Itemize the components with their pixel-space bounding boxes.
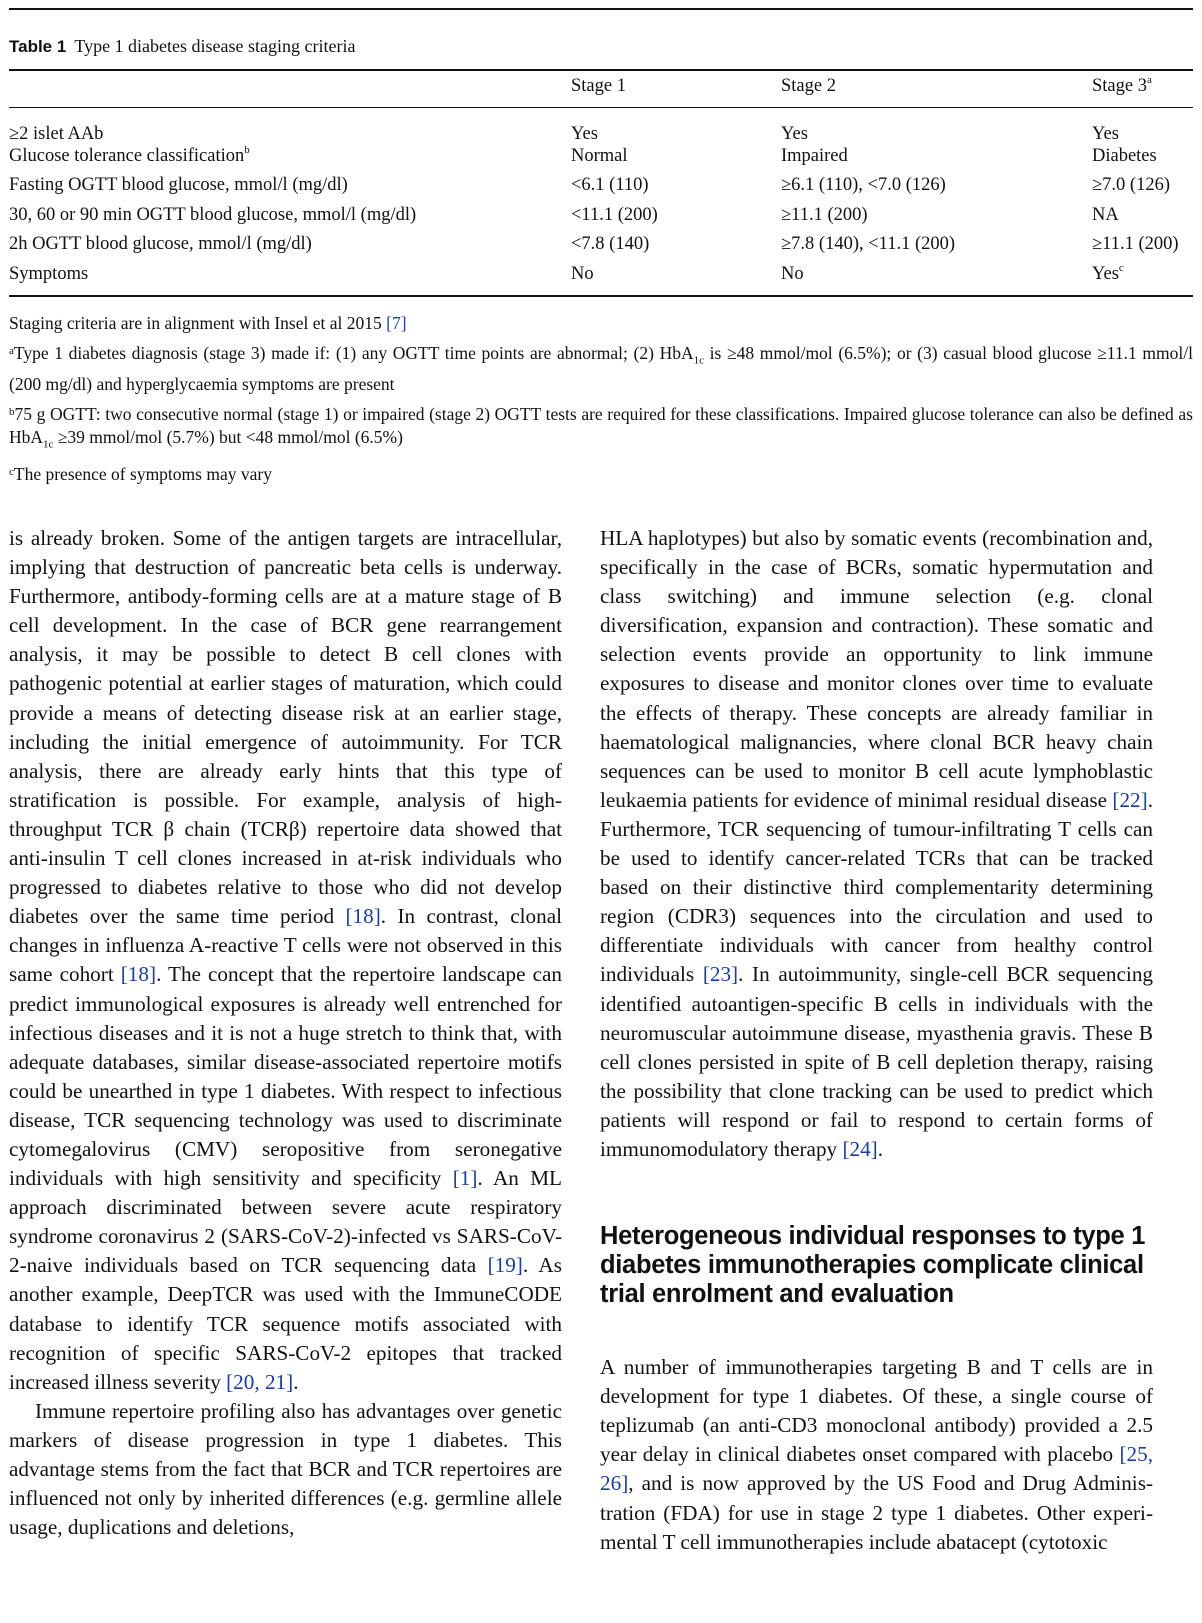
cell-stage2: ≥6.1 (110), <7.0 (126) — [781, 175, 946, 196]
footnote-c — [9, 463, 1193, 486]
table-title: Type 1 diabetes disease staging criteria — [74, 36, 356, 56]
paragraph-text: is already broken. Some of the antigen targets are intracellular, implying that destruction of pancreatic beta cells is underway. Furthermore, antibody-forming cells are at a mature stage of B cell development. In the case of BCR gene rearrangement analysis, it may be possible to detect B cell clones with pathogenic potential at earlier stages of maturation, which could provide a means of detecting disease risk at an earlier stage, including the initial emergence of autoimmunity. For TCR analysis, there are already early hints that this type of stratification is possible. For example, analysis of high-throughput TCR β chain (TCRβ) repertoire data showed that anti-insulin T cell clones increased in at-risk individuals who progressed to diabetes relative to those who did not develop diabetes over the same time period — [9, 526, 562, 929]
header-stage3-footnote-mark: a — [1146, 74, 1152, 86]
header-stage3-label: Stage 3 — [1092, 76, 1147, 96]
cell-stage1: <7.8 (140) — [571, 234, 650, 255]
table-row — [9, 116, 1193, 146]
paragraph-text: . Furthermore, TCR sequencing of tumour-infiltrating T cells can be used to identify cancer-related TCRs that can be tracked based on their distinctive third complementarity determining region (CDR3) sequences into the circulation and used to differentiate individuals with cancer from healthy control individuals — [600, 787, 1153, 987]
paragraph-text: . — [293, 1369, 299, 1394]
cell-criterion: 2h OGTT blood glucose, mmol/l (mg/dl) — [9, 234, 312, 255]
cell-criterion: 30, 60 or 90 min OGTT blood glucose, mmol/l (mg/dl) — [9, 204, 417, 225]
cell-stage1: No — [571, 263, 594, 284]
paragraph-text: . — [877, 1136, 884, 1161]
cell-stage1: <11.1 (200) — [571, 204, 658, 225]
cell-stage1: Yes — [571, 124, 598, 144]
footnote-b-sub: 1c — [43, 438, 54, 450]
cell-stage2: ≥11.1 (200) — [781, 204, 868, 225]
footnote-a-sub: 1c — [693, 354, 705, 367]
citation-link[interactable]: [7] — [386, 313, 407, 333]
table-row — [9, 205, 1193, 235]
citation-link[interactable]: [20, 21] — [226, 1369, 294, 1394]
citation-link[interactable]: [23] — [702, 962, 739, 987]
cell-stage3: Yes — [1092, 124, 1119, 144]
footnote-mark-b: b — [244, 143, 250, 156]
cell-criterion-text: Glucose tolerance classification — [9, 145, 245, 166]
footnote-alignment-text: Staging criteria are in alignment with Insel et al 2015 — [9, 313, 387, 333]
cell-stage2: ≥7.8 (140), <11.1 (200) — [781, 234, 956, 255]
citation-link[interactable]: [19] — [487, 1253, 523, 1278]
cell-stage1: <6.1 (110) — [571, 175, 649, 196]
right-paragraph-1 — [600, 524, 1153, 1164]
right-paragraph-2 — [600, 1353, 1153, 1557]
cell-stage3-text: Yes — [1092, 263, 1119, 284]
header-criterion — [9, 74, 571, 116]
paragraph-text: . An ML approach discriminated between severe acute respiratory syndrome coronavirus 2 (SARS-CoV-2)-infected vs SARS-CoV-2-naive individuals based on TCR sequencing data — [9, 1166, 562, 1278]
paragraph-text: . In contrast, clonal changes in influenza A-reactive T cells were not observed in this same cohort — [9, 904, 562, 987]
table-header-top-rule — [9, 69, 1193, 71]
footnote-b-text-cont: ≥39 mmol/mol (5.7%) but <48 mmol/mol (6.5%) — [53, 426, 403, 447]
header-stage2: Stage 2 — [781, 76, 836, 96]
citation-link[interactable]: [18] — [120, 962, 157, 987]
table-row — [9, 175, 1193, 205]
left-column — [9, 524, 562, 1542]
footnote-b-mark: b — [9, 405, 15, 418]
cell-criterion — [9, 143, 571, 176]
footnote-c-text: The presence of symptoms may vary — [13, 464, 272, 484]
footnote-b-text: 75 g OGTT: two consecutive normal (stage 1) or impaired (stage 2) OGTT tests are required for these classifications. Impaired glucose tolerance can also be defined as HbA — [9, 403, 1193, 447]
header-stage3 — [1092, 74, 1193, 116]
cell-criterion: Fasting OGTT blood glucose, mmol/l (mg/dl) — [9, 175, 348, 196]
cell-criterion: ≥2 islet AAb — [9, 124, 104, 144]
footnote-a-mark: a — [9, 345, 14, 357]
table-label: Table 1 — [9, 37, 67, 56]
cell-stage3: ≥11.1 (200) — [1092, 234, 1179, 255]
paragraph-text: , and is now approved by the US Food and Drug Administration (FDA) for use in stage 2 type 1 diabetes. Other experimental T cell immunotherapies include abatacept (cytotoxic — [600, 1471, 1153, 1554]
cell-stage3: ≥7.0 (126) — [1092, 175, 1170, 196]
right-column — [600, 524, 1153, 1557]
citation-link[interactable]: [18] — [345, 904, 381, 929]
table-footnotes — [9, 312, 1193, 493]
table-header-row — [9, 74, 1193, 116]
citation-link[interactable]: [22] — [1112, 787, 1148, 812]
table-row — [9, 264, 1193, 294]
table-top-rule — [9, 8, 1193, 10]
footnote-a-text-cont: is ≥48 mmol/mol (6.5%); or (3) casual blood glucose ≥11.1 mmol/l (200 mg/dl) and hyperglycaemia symptoms are present — [9, 343, 1193, 394]
footnote-a — [9, 342, 1193, 396]
citation-link[interactable]: [1] — [452, 1166, 478, 1191]
footnote-mark-c: c — [1118, 261, 1124, 274]
footnote-alignment — [9, 312, 1193, 335]
cell-stage2: Impaired — [781, 145, 848, 166]
footnote-b — [9, 403, 1193, 457]
left-paragraph-1 — [9, 524, 562, 1397]
table-row — [9, 234, 1193, 264]
paragraph-text: . The concept that the repertoire landscape can predict immunological exposures is already well entrenched for infectious diseases and it is not a huge stretch to think that, with adequate databases, similar disease-associated repertoire motifs could be unearthed in type 1 diabetes. With respect to infectious disease, TCR sequencing technology was used to discriminate cytomegalovirus (CMV) seropositive from seronegative individuals with high sensitivity and specificity — [9, 962, 562, 1191]
staging-table — [9, 74, 1193, 294]
header-stage1: Stage 1 — [571, 76, 626, 96]
cell-stage3: Diabetes — [1092, 145, 1157, 166]
table-caption — [9, 36, 355, 57]
section-heading: Heterogeneous individual responses to type 1 diabetes immunotherapies complicate clinical trial enrolment and evaluation — [600, 1222, 1146, 1309]
cell-criterion: Symptoms — [9, 263, 89, 284]
paragraph-text: . In autoimmunity, single-cell BCR sequencing identified autoantigen-specific B cells in individuals with the neuromuscular autoimmune disease, myasthenia gravis. These B cell clones persisted in spite of B cell depletion therapy, raising the possibility that clone tracking can be used to predict which patients will respond or fail to respond to certain forms of immunomodulatory therapy — [600, 962, 1154, 1161]
table-bottom-rule — [9, 295, 1193, 297]
citation-link[interactable]: [24] — [842, 1136, 878, 1161]
cell-stage1: Normal — [571, 145, 628, 166]
cell-stage2: No — [781, 263, 804, 284]
footnote-a-text: Type 1 diabetes diagnosis (stage 3) made if: (1) any OGTT time points are abnormal; (2) HbA — [13, 343, 694, 363]
footnote-c-mark: c — [9, 466, 14, 478]
left-paragraph-2: Immune repertoire profiling also has advantages over genetic markers of disease progression in type 1 diabetes. This advantage stems from the fact that BCR and TCR repertoires are influenced not only by inherited differences (e.g. germline allele usage, duplications and deletions, — [9, 1398, 562, 1540]
paragraph-text: A number of immunotherapies targeting B and T cells are in development for type 1 diabetes. Of these, a single course of teplizumab (an anti-CD3 monoclonal antibody) provided a 2.5 year delay in clinical diabetes onset compared with placebo — [600, 1355, 1153, 1467]
citation-link[interactable]: [25, 26] — [600, 1442, 1153, 1496]
paragraph-text: . As another example, DeepTCR was used with the ImmuneCODE database to identify TCR sequence motifs associated with recognition of specific SARS-CoV-2 epitopes that tracked increased illness severity — [9, 1253, 562, 1394]
table-row — [9, 146, 1193, 176]
cell-stage3 — [1092, 261, 1193, 294]
cell-stage2: Yes — [781, 124, 808, 144]
paragraph-text: HLA haplotypes) but also by somatic events (recombination and, specifically in the case of BCRs, somatic hypermutation and class switching) and immune selection (e.g. clonal diversification, expansion and contraction). These somatic and selection events provide an opportunity to link immune exposures to disease and monitor clones over time to evaluate the effects of therapy. These concepts are already familiar in haematological malignancies, where clonal BCR heavy chain sequences can be used to monitor B cell acute lymphoblastic leukaemia patients for evidence of minimal residual disease — [600, 526, 1153, 812]
cell-stage3: NA — [1092, 204, 1119, 225]
